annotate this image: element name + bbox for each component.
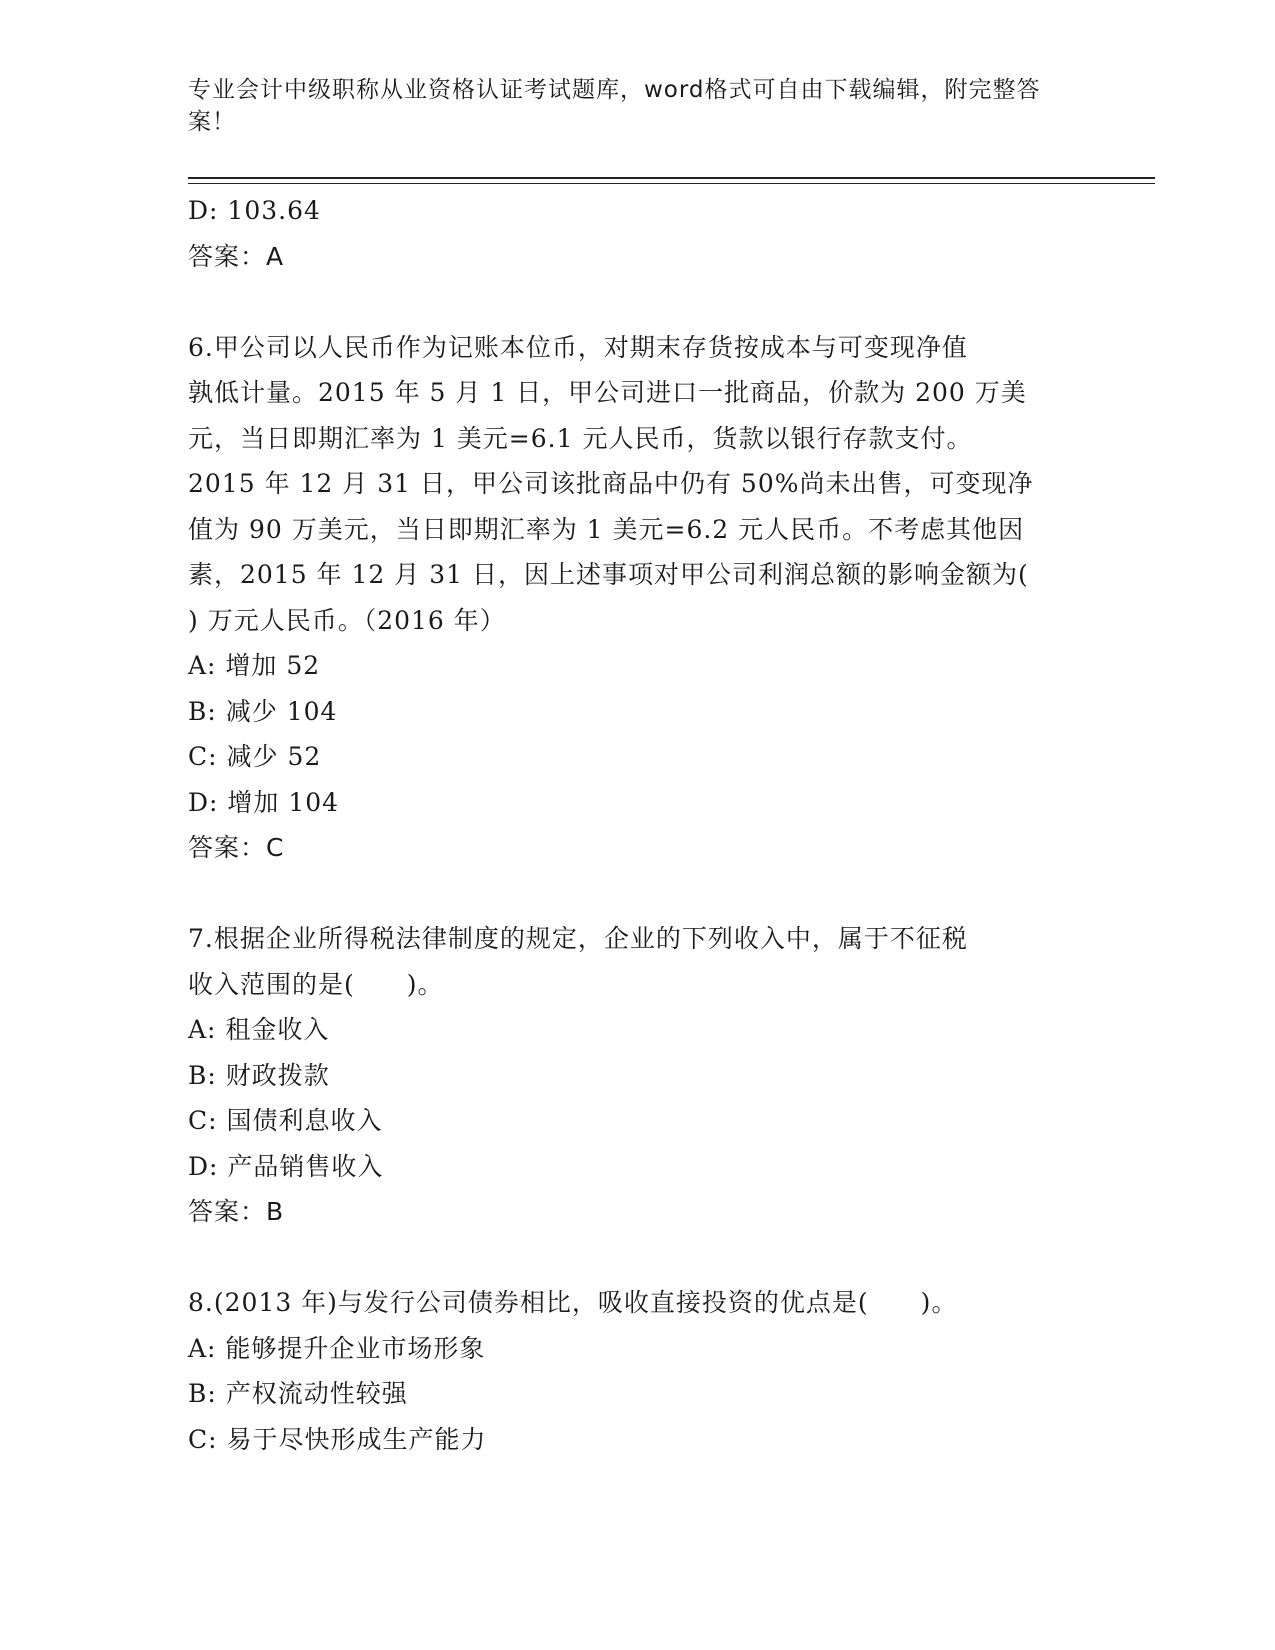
question-7 <box>188 916 1088 1235</box>
page-header: 专业会计中级职称从业资格认证考试题库，word格式可自由下载编辑，附完整答案！ <box>188 77 1041 135</box>
spacer <box>188 871 1088 917</box>
header-rule-thin <box>188 183 1155 184</box>
question-6-option-b: B: 减少 104 <box>188 696 338 726</box>
question-8 <box>188 1280 1088 1462</box>
question-7-option-d: D: 产品销售收入 <box>188 1151 384 1181</box>
question-8-option-b: B: 产权流动性较强 <box>188 1379 408 1408</box>
question-7-option-c: C: 国债利息收入 <box>188 1106 383 1135</box>
prev-answer: 答案：A <box>188 241 285 271</box>
question-7-text: 7.根据企业所得税法律制度的规定，企业的下列收入中，属于不征税 收入范围的是( )。 <box>188 924 968 999</box>
exam-content <box>188 188 1088 1462</box>
question-6-option-a: A: 增加 52 <box>188 651 321 680</box>
question-7-option-a: A: 租金收入 <box>188 1015 330 1044</box>
spacer <box>188 279 1088 325</box>
question-6-option-c: C: 减少 52 <box>188 742 322 771</box>
header-rule-thick <box>188 177 1155 179</box>
question-6-text: 6.甲公司以人民币作为记账本位币，对期末存货按成本与可变现净值 孰低计量。2015 年 5 月 1 日，甲公司进口一批商品，价款为 200 万美 元，当日即期汇率为 1 美元=6.1 元人民币，货款以银行存款支付。 2015 年 12 月 31 日，甲公司该批商品中仍有 50%尚未出售，可变现净 值为 90 万美元，当日即期汇率为 1 美元=6.2 元人民币。不考虑其他因 素，2015 年 12 月 31 日，因上述事项对甲公司利润总额的影响金额为( ) 万元人民币。（2016 年） <box>188 332 1034 635</box>
spacer <box>188 1235 1088 1281</box>
question-6-answer: 答案：C <box>188 833 285 862</box>
question-6 <box>188 325 1088 871</box>
prev-option-d: D: 103.64 <box>188 196 321 225</box>
question-8-text: 8.(2013 年)与发行公司债券相比，吸收直接投资的优点是( )。 <box>188 1288 958 1317</box>
question-7-option-b: B: 财政拨款 <box>188 1060 330 1090</box>
question-7-answer: 答案：B <box>188 1197 285 1226</box>
question-8-option-a: A: 能够提升企业市场形象 <box>188 1333 486 1363</box>
question-6-option-d: D: 增加 104 <box>188 787 340 817</box>
question-8-option-c: C: 易于尽快形成生产能力 <box>188 1424 487 1454</box>
